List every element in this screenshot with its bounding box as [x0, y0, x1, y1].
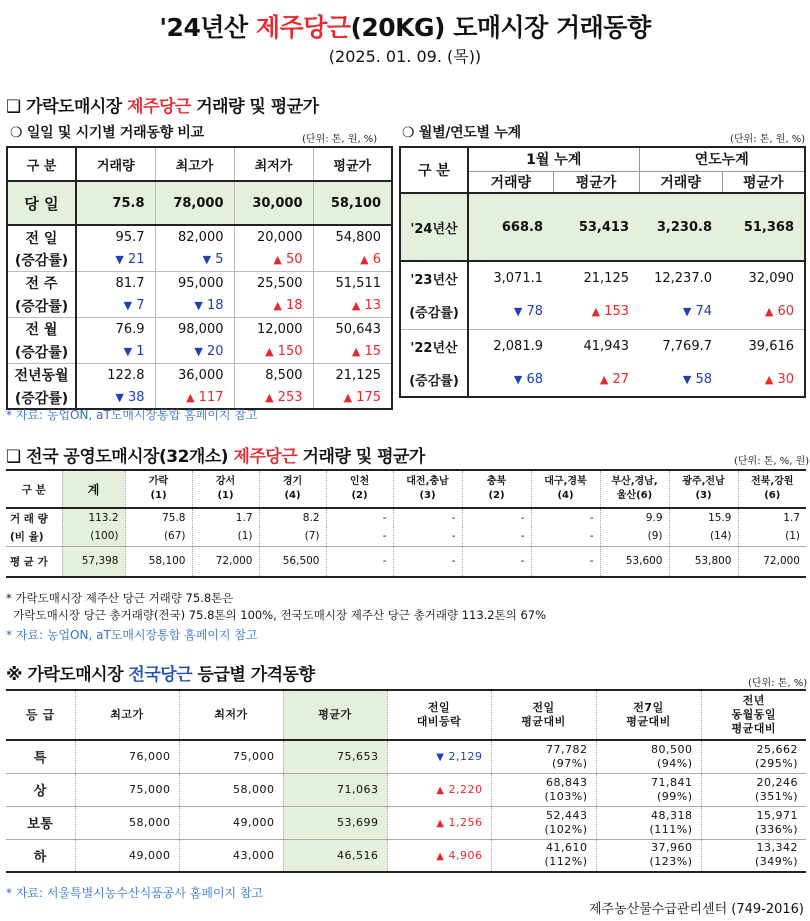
- up-triangle-icon: ▲: [186, 391, 195, 404]
- col-header-market: 충북 (2): [462, 470, 531, 508]
- grade-row: 하 49,000 43,000 46,516 ▲ 4,906 41,610 (112%) 37,960 (123%) 13,342 (349%): [6, 839, 806, 872]
- change-rate: ▲ 153: [591, 304, 629, 320]
- today-row: 당 일 75.8 78,000 30,000 58,100: [7, 181, 392, 225]
- change-rate: ▲ 6: [313, 249, 392, 271]
- daily-row: 전 월 76.9 98,000 12,000 50,643: [7, 317, 392, 341]
- ratio-cell: (9): [600, 527, 669, 546]
- col-header: 전일 평균대비: [491, 690, 596, 740]
- price-cell: -: [531, 546, 600, 577]
- ratio-cell: (7): [259, 527, 326, 546]
- week-compare: 37,960 (123%): [596, 839, 701, 872]
- down-triangle-icon: ▼: [513, 373, 523, 386]
- title-suffix: (20KG) 도매시장 거래동향: [350, 13, 651, 42]
- down-triangle-icon: ▼: [682, 373, 692, 386]
- source-note-1: * 자료: 농업ON, aT도매시장통합 홈페이지 참고: [6, 408, 258, 422]
- price-cell: 56,500: [259, 546, 326, 577]
- title-prefix: '24년산: [159, 13, 256, 42]
- price-cell: 53,600: [600, 546, 669, 577]
- price-cell: 53,800: [669, 546, 738, 577]
- grade-table: [6, 689, 806, 873]
- vol-cell: -: [326, 508, 393, 527]
- change-rate: ▼ 18: [155, 295, 234, 317]
- circle-bullet-icon: ❍: [402, 125, 415, 141]
- up-triangle-icon: ▲: [351, 345, 361, 359]
- change-rate: ▲ 50: [234, 249, 313, 271]
- vol-cell: -: [531, 508, 600, 527]
- up-triangle-icon: ▲: [273, 299, 282, 313]
- week-compare: 48,318 (111%): [596, 806, 701, 839]
- current-year-row: '24년산 668.8 53,413 3,230.8 51,368: [400, 193, 805, 261]
- monthly-unit: (단위: 톤, 원, %): [730, 134, 806, 145]
- daily-unit: (단위: 톤, 원, %): [302, 134, 378, 145]
- monthly-table: 구 분 1월 누계 연도누계 거래량 평균가 거래량 평균가 '24년산 668.8 53,413 3,230.8 51,368 '23년산 3,071.1 21,125 12,237.0 32,090 (증감률) ▼ 78 ▲ 153 ▼ 74 ▲ 60 '22년산 2,081.9 41,943 7,769.7 39,616 (증감률) ▼ 68 ▲ 27 ▼ 58 ▲ 30: [399, 146, 806, 398]
- change-rate: ▲ 150: [234, 341, 313, 363]
- ratio-cell: (100): [62, 527, 125, 546]
- change-rate: ▼ 1: [76, 341, 155, 363]
- change-rate: ▼ 5: [155, 249, 234, 271]
- section3-unit: (단위: 톤, %): [748, 678, 808, 689]
- national-table: [6, 469, 806, 578]
- col-header-min: 최저가: [234, 147, 313, 181]
- ratio-cell: (14): [669, 527, 738, 546]
- col-header: 최저가: [179, 690, 283, 740]
- grade-row: 보통 58,000 49,000 53,699 ▲ 1,256 52,443 (102%) 48,318 (111%) 15,971 (336%): [6, 806, 806, 839]
- price-cell: -: [326, 546, 393, 577]
- year-row: '23년산 3,071.1 21,125 12,237.0 32,090: [400, 261, 805, 295]
- col-header: 전년 동월동일 평균대비: [701, 690, 806, 740]
- change-rate: ▲ 30: [764, 372, 795, 387]
- down-triangle-icon: ▼: [202, 253, 212, 267]
- prev-compare: 52,443 (102%): [491, 806, 596, 839]
- change-rate: ▲ 117: [155, 387, 234, 409]
- vol-cell: 1.7: [192, 508, 259, 527]
- daily-row: 전 일 95.7 82,000 20,000 54,800: [7, 225, 392, 249]
- price-cell: -: [393, 546, 462, 577]
- daily-diff: ▼ 2,129: [387, 740, 491, 773]
- up-triangle-icon: ▲: [273, 253, 282, 267]
- footer-org: 제주농산물수급관리센터 (749-2016): [588, 902, 804, 917]
- vol-cell: 75.8: [125, 508, 192, 527]
- change-rate: ▲ 15: [313, 341, 392, 363]
- change-rate: ▼ 21: [76, 249, 155, 271]
- col-header-month-total: 1월 누계: [468, 147, 639, 171]
- vol-cell: -: [393, 508, 462, 527]
- col-header-total: 계: [62, 470, 125, 508]
- section1-heading: ❑ 가락도매시장 제주당근 거래량 및 평균가: [6, 97, 319, 117]
- square-bullet-icon: ❑: [6, 447, 21, 467]
- col-header-year-total: 연도누계: [639, 147, 805, 171]
- up-triangle-icon: ▲: [351, 299, 361, 313]
- down-triangle-icon: ▼: [194, 345, 203, 359]
- down-triangle-icon: ▼: [115, 253, 124, 267]
- year-change-row: (증감률) ▼ 68 ▲ 27 ▼ 58 ▲ 30: [400, 363, 805, 397]
- volume-note-1: * 가락도매시장 제주산 당근 거래량 75.8톤은: [6, 591, 234, 605]
- down-triangle-icon: ▼: [513, 305, 523, 319]
- up-triangle-icon: ▲: [436, 785, 445, 796]
- col-header-volume: 거래량: [76, 147, 155, 181]
- change-rate: ▼ 78: [513, 304, 543, 320]
- change-rate: ▲ 60: [764, 304, 795, 320]
- up-triangle-icon: ▲: [436, 850, 445, 862]
- grade-row: 특 76,000 75,000 75,653 ▼ 2,129 77,782 (97%) 80,500 (94%) 25,662 (295%): [6, 740, 806, 773]
- down-triangle-icon: ▼: [194, 299, 203, 313]
- up-triangle-icon: ▲: [265, 391, 274, 404]
- daily-change-row: (증감률) ▼ 38 ▲ 117 ▲ 253 ▲ 175: [7, 387, 392, 409]
- change-rate: ▲ 18: [234, 295, 313, 317]
- col-header-market: 부산,경남, 울산(6): [600, 470, 669, 508]
- year-compare: 25,662 (295%): [701, 740, 806, 773]
- square-bullet-icon: ❑: [6, 97, 21, 117]
- up-triangle-icon: ▲: [360, 253, 369, 267]
- down-triangle-icon: ▼: [123, 345, 133, 359]
- daily-change-row: (증감률) ▼ 7 ▼ 18 ▲ 18 ▲ 13: [7, 295, 392, 317]
- change-rate: ▲ 27: [599, 372, 629, 387]
- source-note-3: * 자료: 서울특별시농수산식품공사 홈페이지 참고: [6, 886, 264, 900]
- price-cell: 72,000: [738, 546, 806, 577]
- change-rate: ▼ 20: [155, 341, 234, 363]
- daily-row: 전 주 81.7 95,000 25,500 51,511: [7, 271, 392, 295]
- report-date: (2025. 01. 09. (목)): [328, 47, 482, 66]
- row-label-price: 평 균 가: [10, 555, 48, 568]
- ratio-cell: (1): [192, 527, 259, 546]
- prev-compare: 68,843 (103%): [491, 773, 596, 806]
- price-cell: 57,398: [62, 546, 125, 577]
- ratio-cell: (67): [125, 527, 192, 546]
- down-triangle-icon: ▼: [436, 752, 445, 764]
- change-rate: ▼ 7: [76, 295, 155, 317]
- daily-change-row: (증감률) ▼ 1 ▼ 20 ▲ 150 ▲ 15: [7, 341, 392, 363]
- change-rate: ▲ 253: [234, 387, 313, 409]
- up-triangle-icon: ▲: [764, 305, 774, 319]
- week-compare: 80,500 (94%): [596, 740, 701, 773]
- monthly-subtitle: ❍ 월별/연도별 누계: [402, 125, 521, 141]
- up-triangle-icon: ▲: [591, 305, 601, 319]
- year-change-row: (증감률) ▼ 78 ▲ 153 ▼ 74 ▲ 60: [400, 295, 805, 329]
- section2-unit: (단위: 톤, %, 원): [734, 456, 810, 467]
- daily-diff: ▲ 1,256: [387, 806, 491, 839]
- section3-heading: ※ 가락도매시장 전국당근 등급별 가격동향: [6, 665, 315, 685]
- daily-subtitle: ❍ 일일 및 시기별 거래동향 비교: [10, 125, 204, 141]
- daily-change-row: (증감률) ▼ 21 ▼ 5 ▲ 50 ▲ 6: [7, 249, 392, 271]
- prev-compare: 41,610 (112%): [491, 839, 596, 872]
- up-triangle-icon: ▲: [764, 373, 774, 386]
- year-row: '22년산 2,081.9 41,943 7,769.7 39,616: [400, 329, 805, 363]
- row-label-volume: 거 래 량: [10, 512, 48, 525]
- up-triangle-icon: ▲: [599, 373, 609, 386]
- change-rate: ▼ 68: [513, 372, 543, 387]
- col-header-market: 전북,강원 (6): [738, 470, 806, 508]
- vol-cell: 113.2: [62, 508, 125, 527]
- change-rate: ▼ 38: [76, 387, 155, 409]
- ratio-cell: -: [462, 527, 531, 546]
- col-header: 최고가: [75, 690, 179, 740]
- vol-cell: 8.2: [259, 508, 326, 527]
- grade-row: 상 75,000 58,000 71,063 ▲ 2,220 68,843 (103%) 71,841 (99%) 20,246 (351%): [6, 773, 806, 806]
- down-triangle-icon: ▼: [682, 305, 692, 319]
- up-triangle-icon: ▲: [265, 345, 274, 359]
- change-rate: ▲ 175: [313, 387, 392, 409]
- section2-heading: ❑ 전국 공영도매시장(32개소) 제주당근 거래량 및 평균가: [6, 447, 425, 467]
- col-header: 전7일 평균대비: [596, 690, 701, 740]
- col-header-avg: 평균가: [313, 147, 392, 181]
- year-compare: 20,246 (351%): [701, 773, 806, 806]
- down-triangle-icon: ▼: [115, 391, 124, 404]
- col-header-max: 최고가: [155, 147, 234, 181]
- circle-bullet-icon: ❍: [10, 125, 23, 141]
- col-header-gubun: 구 분: [7, 147, 76, 181]
- change-rate: ▲ 13: [313, 295, 392, 317]
- col-header: 등 급: [25, 708, 55, 722]
- title-highlight: 제주당근: [255, 13, 351, 42]
- ratio-cell: -: [393, 527, 462, 546]
- col-header-market: 대전,충남 (3): [393, 470, 462, 508]
- col-header: 평균가: [283, 690, 387, 740]
- daily-diff: ▲ 2,220: [387, 773, 491, 806]
- col-header-market: 인천 (2): [326, 470, 393, 508]
- daily-row: 전년동월 122.8 36,000 8,500 21,125: [7, 363, 392, 387]
- daily-diff: ▲ 4,906: [387, 839, 491, 872]
- col-header-gubun: 구 분: [21, 483, 46, 496]
- vol-cell: 9.9: [600, 508, 669, 527]
- page-title: [0, 8, 810, 44]
- row-label-ratio: (비 율): [10, 530, 44, 543]
- change-rate: ▼ 58: [682, 372, 712, 387]
- col-header-market: 강서 (1): [192, 470, 259, 508]
- col-header-market: 경기 (4): [259, 470, 326, 508]
- reference-mark-icon: ※: [6, 665, 23, 685]
- change-rate: ▼ 74: [682, 304, 712, 320]
- year-compare: 15,971 (336%): [701, 806, 806, 839]
- volume-note-2: 가락도매시장 당근 총거래량(전국) 75.8톤의 100%, 전국도매시장 제주산 당근 총거래량 113.2톤의 67%: [6, 608, 547, 622]
- ratio-cell: -: [326, 527, 393, 546]
- price-cell: 58,100: [125, 546, 192, 577]
- vol-cell: 1.7: [738, 508, 806, 527]
- col-header-gubun: 구 분: [400, 147, 468, 193]
- down-triangle-icon: ▼: [123, 299, 133, 313]
- source-note-2: * 자료: 농업ON, aT도매시장통합 홈페이지 참고: [6, 628, 258, 642]
- ratio-cell: (1): [738, 527, 806, 546]
- year-compare: 13,342 (349%): [701, 839, 806, 872]
- up-triangle-icon: ▲: [343, 391, 353, 404]
- col-header-market: 대구,경북 (4): [531, 470, 600, 508]
- col-header-market: 광주,전남 (3): [669, 470, 738, 508]
- vol-cell: 15.9: [669, 508, 738, 527]
- col-header-market: 가락 (1): [125, 470, 192, 508]
- ratio-cell: -: [531, 527, 600, 546]
- prev-compare: 77,782 (97%): [491, 740, 596, 773]
- vol-cell: -: [462, 508, 531, 527]
- daily-table: [6, 146, 393, 410]
- col-header: 전일 대비등락: [387, 690, 491, 740]
- price-cell: 72,000: [192, 546, 259, 577]
- up-triangle-icon: ▲: [436, 818, 445, 829]
- price-cell: -: [462, 546, 531, 577]
- week-compare: 71,841 (99%): [596, 773, 701, 806]
